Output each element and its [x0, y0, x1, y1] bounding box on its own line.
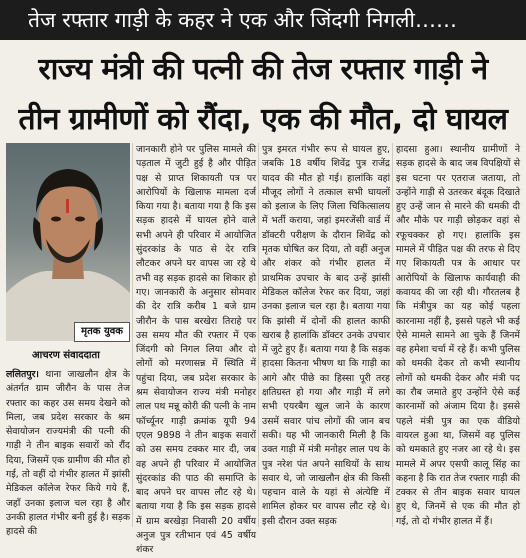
column-divider — [132, 143, 133, 527]
column-divider — [392, 143, 393, 527]
dateline: ललितपुर। — [6, 369, 39, 380]
headline-line-1: राज्य मंत्री की पत्नी की तेज रफ्तार गाड़ी ने — [38, 52, 488, 87]
article-column-4: हादसा हुआ। स्थानीय ग्रामीणों ने सड़क हादसे के बाद जब विपक्षियों से इस घटना पर एतराज जताया, तो उन्होंने गाड़ी से उतरकर बंदूक दिखाते हुए उन्हें जान से मारने की धमकी दी और मौके पर गाड़ी छोड़कर वहां से रफूचक्कर हो गए। हालांकि इस मामले में पीड़ित पक्ष की तरफ से दिए गए शिकायती पत्र के आधार पर आरोपियों के खिलाफ कार्यवाही की कवायद की जा रही थी। गौरतलब है कि मंत्रीपुत्र का यह कोई पहला कारनामा नहीं है, इससे पहले भी कई ऐसे मामले सामने आ चुके हैं जिनमें वह हमेशा चर्चा में रहे हैं। कभी पुलिस को धमकी देकर तो कभी स्थानीय लोगों को धमकी देकर और मंत्री पद का रौब जमाते हुए उन्होंने ऐसे कई कारनामों को अंजाम दिया है। इससे पहले मंत्री पुत्र का एक वीडियो वायरल हुआ था, जिसमें वह पुलिस को धमकाते हुए नजर आ रहे थे। इस मामले में अपर एसपी कालू सिंह का कहना है कि रात तेज रफ्तार गाड़ी की टक्कर से तीन बाइक सवार घायल हुए थे, जिनमें से एक की मौत हो गई, तो दो गंभीर हालत में हैं। — [396, 144, 520, 527]
article-column-2: जानकारी होने पर पुलिस मामले की पड़ताल में जुटी हुई है और पीड़ित पक्ष से प्राप्त शिकायती पत्र पर आरोपियों के खिलाफ मामला दर्ज किया गया है। बताया गया है कि इस सड़क हादसे में घायल होने वाले सभी अपने ही परिवार में आयोजित सुंदरकांड के पाठ से देर रात्रि लौटकर अपने घर वापस जा रहे थे तभी वह सड़क हादसे का शिकार हो गए। जानकारी के अनुसार सोमवार की देर रात्रि करीब 1 बजे ग्राम जीरौन के पास बरखेरा तिराहे पर उस समय मौत की रफ्तार में एक जिंदगी को निगल लिया और दो लोगों को मरणासन्न में स्थिति में पहुंचा दिया, जब प्रदेश सरकार के श्रम सेवायोजन राज्य मंत्री मनोहर लाल पथ मन्नू कोरी की पत्नी के नाम फॉर्च्यूनर गाड़ी क्रमांक यूपी 94 एएल 9898 ने तीन बाइक सवारों को उस समय टक्कर मार दी, जब वह अपने ही परिवार में आयोजित सुंदरकांड की पाठ की समाप्ति के बाद अपने घर वापस लौट रहे थे। बताया गया है कि इस सड़क हादसे में ग्राम बरखेड़ा निवासी 20 वर्षीय अनुज पुत्र रतीभान एवं 45 वर्षीय शंकर — [136, 144, 256, 556]
column-divider — [258, 143, 259, 527]
article-column-1 — [6, 368, 130, 538]
portrait-illustration — [6, 143, 130, 341]
victim-photo — [6, 143, 130, 341]
byline: आचरण संवाददाता — [32, 350, 100, 361]
headline-line-2: तीन ग्रामीणों को रौंदा, एक की मौत, दो घायल — [18, 102, 508, 137]
article-column-3: पुत्र इमरत गंभीर रूप से घायल हुए, जबकि 18 वर्षीय शिवेंद्र पुत्र राजेंद्र यादव की मौत हो गई। हालांकि वहां मौजूद लोगों ने तत्काल सभी घायलों को इलाज के लिए जिला चिकित्सालय में भर्ती कराया, जहां इमरजेंसी वार्ड में डॉक्टरी परीक्षण के दौरान शिवेंद्र को मृतक घोषित कर दिया, तो वहीं अनुज और शंकर को गंभीर हालत में प्राथमिक उपचार के बाद उन्हें झांसी मेडिकल कॉलेज रेफर कर दिया, जहां उनका इलाज चल रहा है। बताया गया कि झांसी में दोनों की हालत काफी खराब है हालांकि डॉक्टर उनके उपचार में जुटे हुए हैं। बताया गया है कि सड़क हादसा कितना भीषण था कि गाड़ी का आगे और पीछे का हिस्सा पूरी तरह क्षतिग्रस्त हो गया और गाड़ी में लगे सभी एयरबैग खुल जाने के कारण उसमें सवार पांच लोगों की जान बच सकी। यह भी जानकारी मिली है कि उक्त गाड़ी में मंत्री मनोहर लाल पथ के पुत्र नरेश पंत अपने साथियों के साथ सवार थे, जो जाखलौन क्षेत्र की किसी पहचान वाले के यहां से अंत्येष्टि में शामिल होकर घर वापस लौट रहे थे। इसी दौरान उक्त सड़क — [262, 144, 390, 527]
kicker-banner: तेज रफ्तार गाड़ी के कहर ने एक और जिंदगी निगली…… — [0, 0, 526, 40]
column-1-text: थाना जाखलौन क्षेत्र के अंतर्गत ग्राम जीरौन के पास तेज रफ्तार का कहर उस समय देखने को मिला, जब प्रदेश सरकार के श्रम सेवायोजन राज्यमंत्री की पत्नी की गाड़ी ने तीन बाइक सवारों को रौंद दिया, जिसमें एक ग्रामीण की मौत हो गई, तो वहीं दो गंभीर हालत में झांसी मेडिकल कॉलेज रेफर किये गये हैं, जहाँ उनका इलाज चल रहा है और उनकी हालत गंभीर बनी हुई है। सड़क हादसे की — [6, 369, 130, 538]
photo-caption: मृतक युवक — [74, 322, 130, 342]
photo-block — [6, 143, 130, 341]
